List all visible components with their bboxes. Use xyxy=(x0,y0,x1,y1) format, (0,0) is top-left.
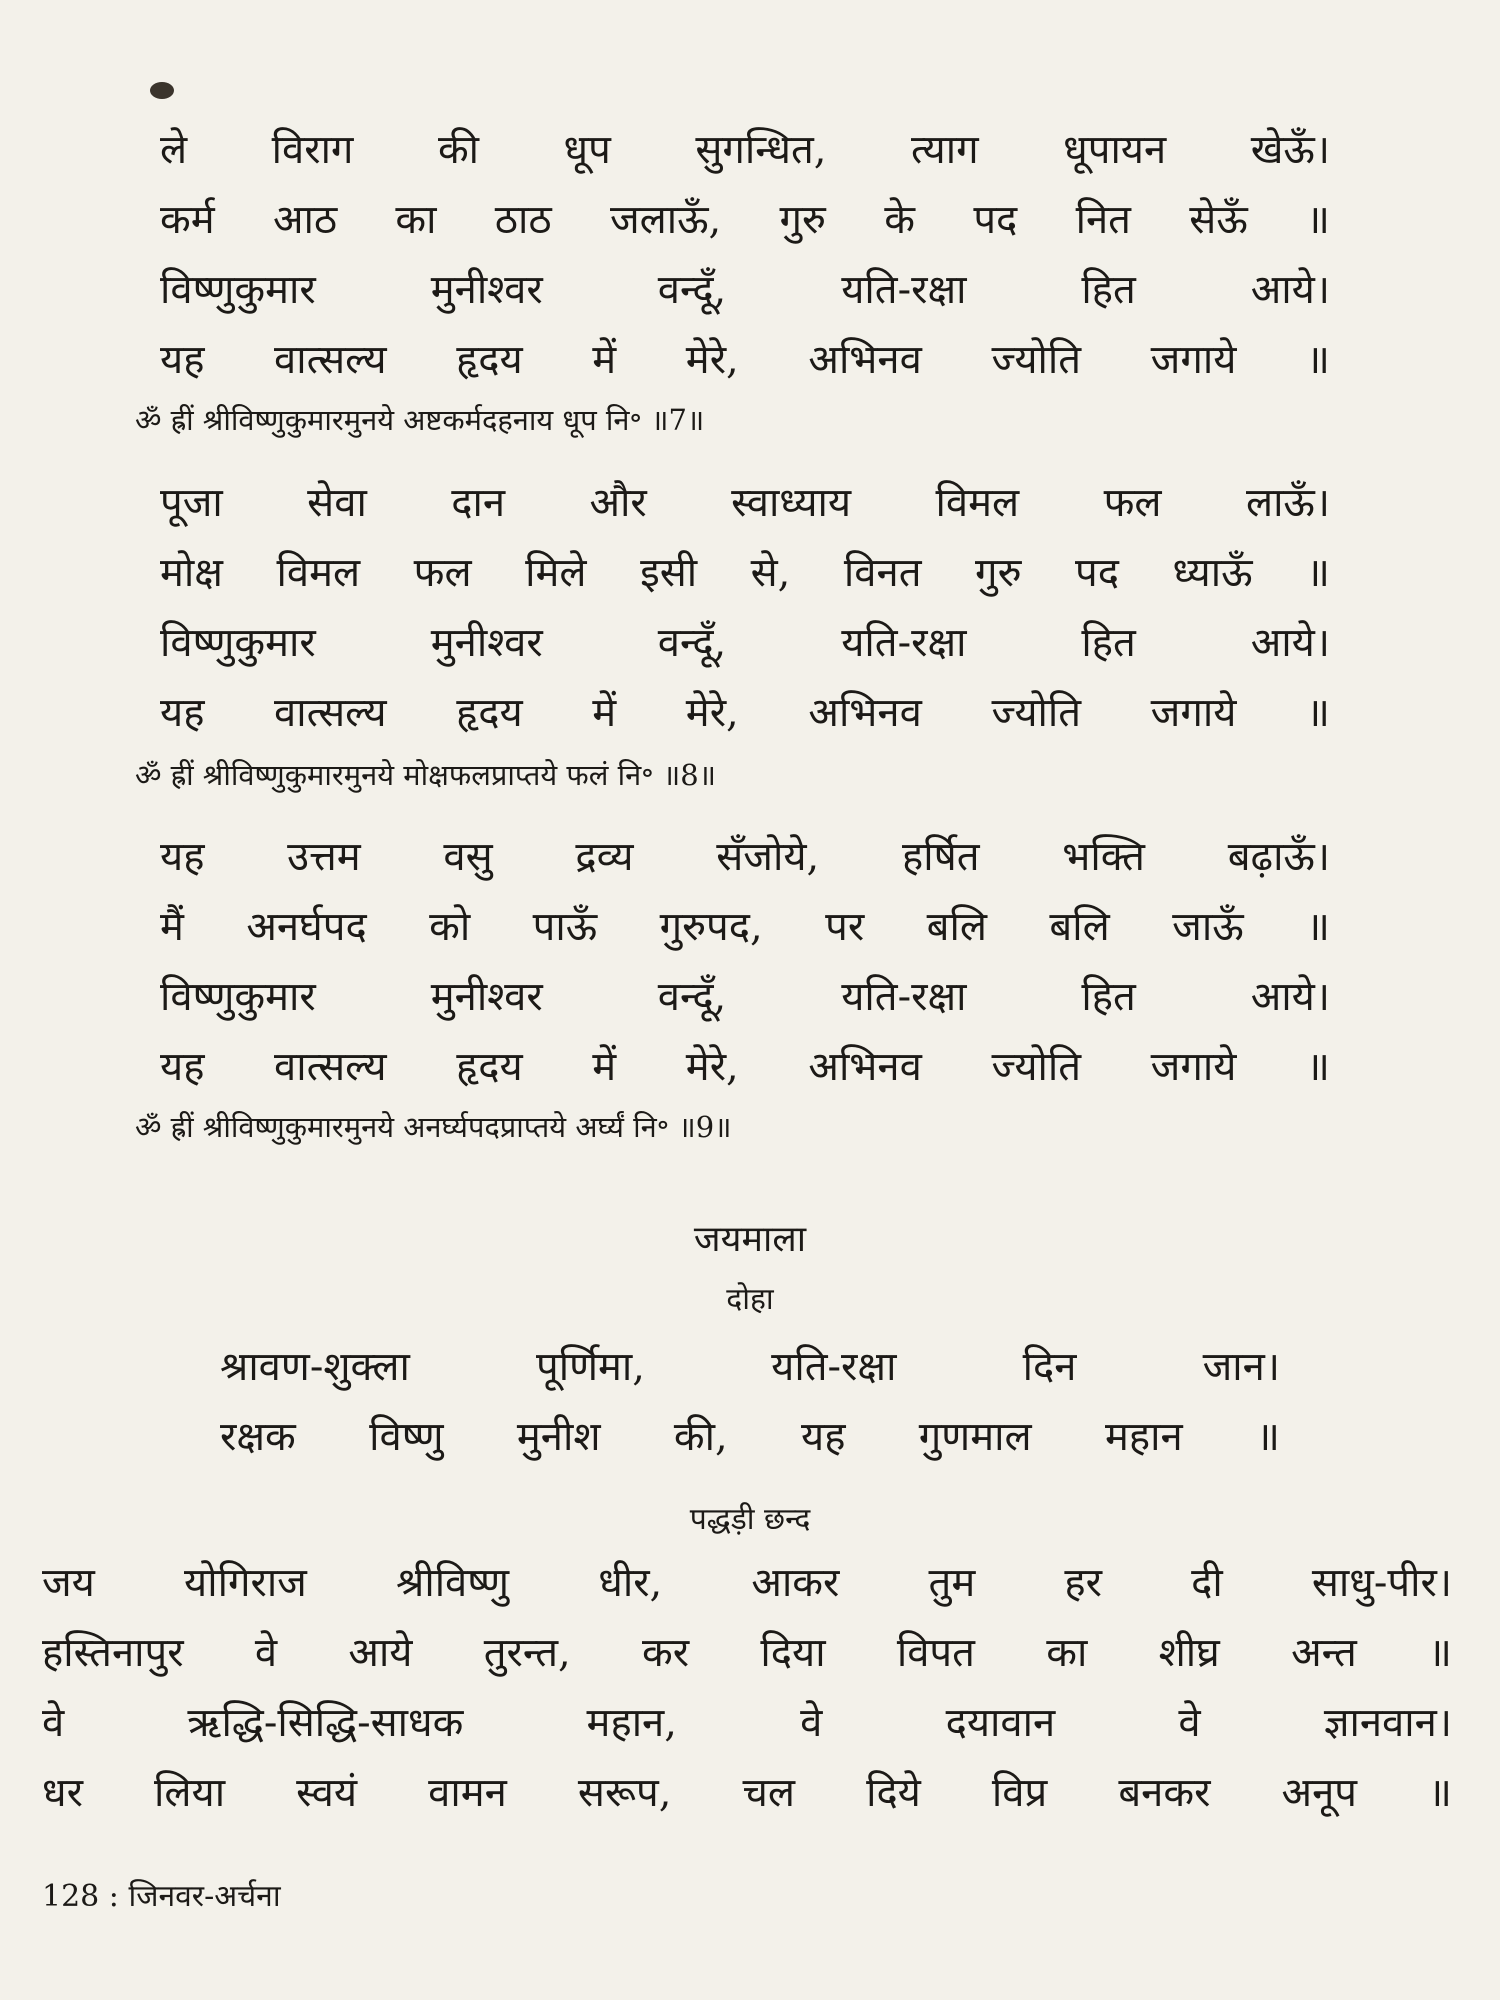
doha-line: रक्षक विष्णु मुनीश की, यह गुणमाल महान ॥ xyxy=(220,1414,1280,1460)
mantra-8: ॐ ह्रीं श्रीविष्णुकुमारमुनये मोक्षफलप्राप्तये फलं नि॰ ॥8॥ xyxy=(135,758,717,792)
verse-line: यह उत्तम वसु द्रव्य सँजोये, हर्षित भक्ति बढ़ाऊँ। xyxy=(160,834,1330,880)
jaymala-heading: जयमाला xyxy=(693,1219,807,1260)
mantra-7: ॐ ह्रीं श्रीविष्णुकुमारमुनये अष्टकर्मदहनाय धूप नि॰ ॥7॥ xyxy=(135,403,705,437)
chhand-line: धर लिया स्वयं वामन सरूप, चल दिये विप्र बनकर अनूप ॥ xyxy=(42,1770,1452,1816)
verse-line: यह वात्सल्य हृदय में मेरे, अभिनव ज्योति जगाये ॥ xyxy=(160,337,1330,383)
chhand-line: वे ऋद्धि-सिद्धि-साधक महान, वे दयावान वे ज्ञानवान। xyxy=(42,1700,1452,1746)
verse-line: मैं अनर्घपद को पाऊँ गुरुपद, पर बलि बलि जाऊँ ॥ xyxy=(160,904,1330,950)
chhand-heading: पद्धड़ी छन्द xyxy=(689,1502,811,1537)
stanza-7 xyxy=(160,115,1330,395)
doha-line: श्रावण-शुक्ला पूर्णिमा, यति-रक्षा दिन जान। xyxy=(220,1344,1280,1390)
page-footer: 128 : जिनवर-अर्चना xyxy=(42,1879,281,1914)
verse-line: विष्णुकुमार मुनीश्वर वन्दूँ, यति-रक्षा हित आये। xyxy=(160,267,1330,313)
verse-line: ले विराग की धूप सुगन्धित, त्याग धूपायन खेऊँ। xyxy=(160,127,1330,173)
verse-line: यह वात्सल्य हृदय में मेरे, अभिनव ज्योति जगाये ॥ xyxy=(160,1044,1330,1090)
stanza-8 xyxy=(160,468,1330,748)
chhand-line: जय योगिराज श्रीविष्णु धीर, आकर तुम हर दी साधु-पीर। xyxy=(42,1560,1452,1606)
doha-block xyxy=(220,1332,1280,1472)
verse-line: कर्म आठ का ठाठ जलाऊँ, गुरु के पद नित सेऊँ ॥ xyxy=(160,197,1330,243)
verse-line: यह वात्सल्य हृदय में मेरे, अभिनव ज्योति जगाये ॥ xyxy=(160,690,1330,736)
chhand-line: हस्तिनापुर वे आये तुरन्त, कर दिया विपत का शीघ्र अन्त ॥ xyxy=(42,1630,1452,1676)
chhand-block xyxy=(42,1548,1452,1828)
doha-heading: दोहा xyxy=(726,1282,774,1317)
mantra-9: ॐ ह्रीं श्रीविष्णुकुमारमुनये अनर्घ्यपदप्राप्तये अर्घ्यं नि॰ ॥9॥ xyxy=(135,1110,732,1144)
verse-line: मोक्ष विमल फल मिले इसी से, विनत गुरु पद ध्याऊँ ॥ xyxy=(160,550,1330,596)
stanza-9 xyxy=(160,822,1330,1102)
verse-line: विष्णुकुमार मुनीश्वर वन्दूँ, यति-रक्षा हित आये। xyxy=(160,620,1330,666)
verse-line: विष्णुकुमार मुनीश्वर वन्दूँ, यति-रक्षा हित आये। xyxy=(160,974,1330,1020)
ink-speck xyxy=(150,82,174,99)
verse-line: पूजा सेवा दान और स्वाध्याय विमल फल लाऊँ। xyxy=(160,480,1330,526)
